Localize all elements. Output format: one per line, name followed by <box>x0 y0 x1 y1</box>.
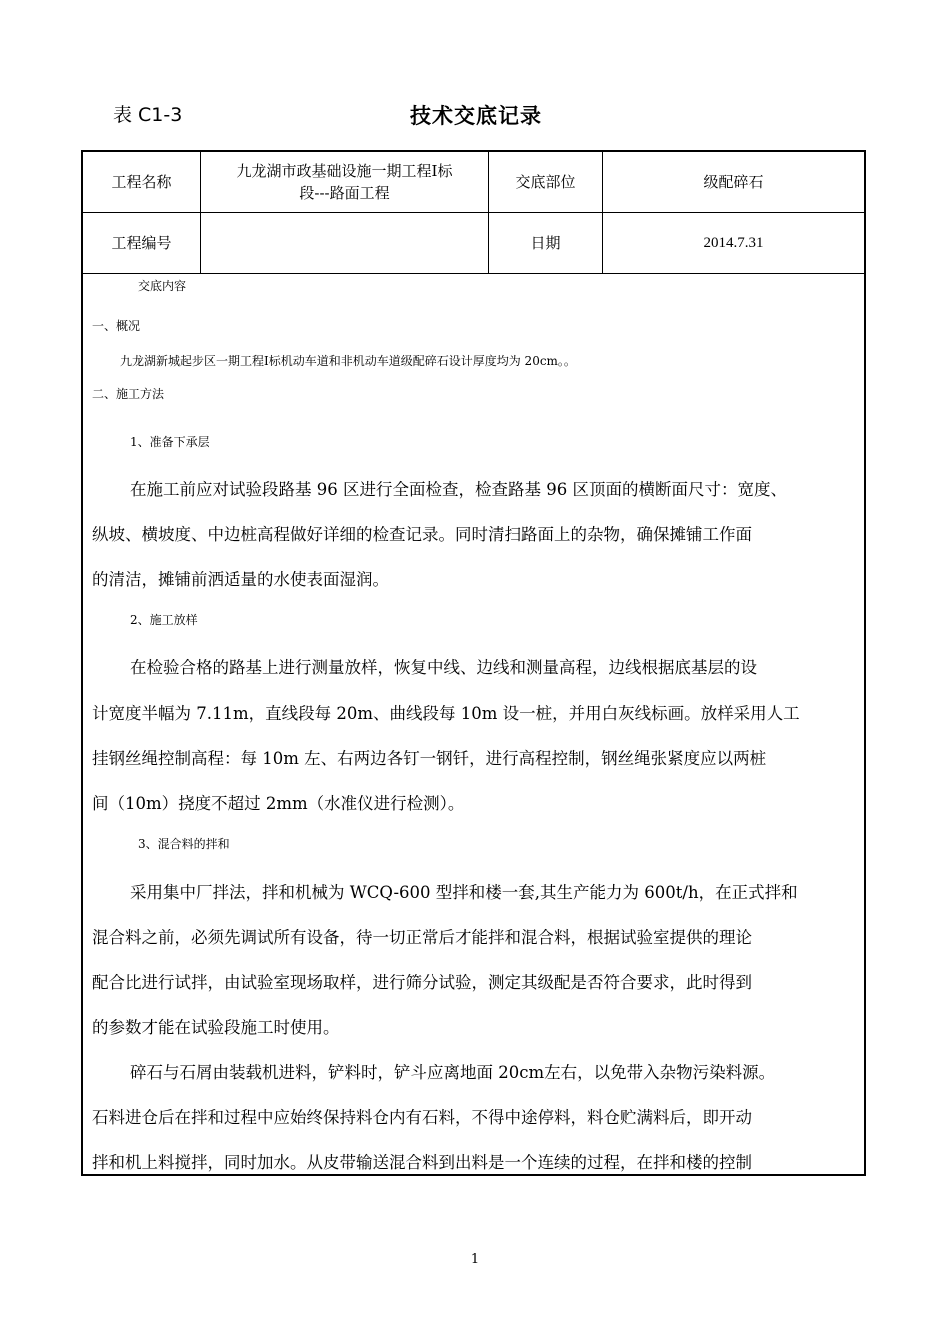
subsection-2-line: 计宽度半幅为 7.11m，直线段每 20m、曲线段每 10m 设一桩，并用白灰线标画。放样采用人工 <box>92 704 800 723</box>
project-no-label: 工程编号 <box>111 234 172 252</box>
record-table <box>81 150 866 1176</box>
subsection-3b-line: 石料进仓后在拌和过程中应始终保持料仓内有石料，不得中途停料，料仓贮满料后，即开动 <box>92 1108 752 1127</box>
subsection-2-line: 间（10m）挠度不超过 2mm（水准仪进行检测）。 <box>92 794 465 813</box>
date-label: 日期 <box>530 234 561 252</box>
section-overview-text: 九龙湖新城起步区一期工程Ⅰ标机动车道和非机动车道级配碎石设计厚度均为 20cm。。 <box>120 354 576 368</box>
section-overview-title: 一、概况 <box>92 319 141 333</box>
section-method-title: 二、施工方法 <box>92 387 165 401</box>
project-name-line1: 九龙湖市政基础设施一期工程Ⅰ标 <box>236 162 453 180</box>
subsection-2-line: 在检验合格的路基上进行测量放样，恢复中线、边线和测量高程，边线根据底基层的设 <box>130 658 757 677</box>
subsection-1-line: 纵坡、横坡度、中边桩高程做好详细的检查记录。同时清扫路面上的杂物，确保摊铺工作面 <box>92 525 752 544</box>
form-code: 表 C1-3 <box>113 104 183 126</box>
subsection-2-title: 2、施工放样 <box>130 613 198 627</box>
row-divider <box>83 273 864 274</box>
project-name-line2: 段---路面工程 <box>299 184 390 202</box>
subsection-2-line: 挂钢丝绳控制高程：每 10m 左、右两边各钉一钢钎，进行高程控制，钢丝绳张紧度应以两桩 <box>92 749 767 768</box>
subsection-3-line: 混合料之前，必须先调试所有设备，待一切正常后才能拌和混合料，根据试验室提供的理论 <box>92 928 752 947</box>
subsection-3-line: 配合比进行试拌，由试验室现场取样，进行筛分试验，测定其级配是否符合要求，此时得到 <box>92 973 752 992</box>
subsection-3-line: 采用集中厂拌法，拌和机械为 WCQ-600 型拌和楼一套,其生产能力为 600t/h，在正式拌和 <box>130 883 798 902</box>
subsection-1-line: 的清洁，摊铺前洒适量的水使表面湿润。 <box>92 570 389 589</box>
subsection-3b-line: 碎石与石屑由装载机进料，铲料时，铲斗应离地面 20cm左右，以免带入杂物污染料源。 <box>130 1063 776 1082</box>
section-value: 级配碎石 <box>703 173 764 191</box>
page-number: 1 <box>470 1252 480 1267</box>
subsection-1-line: 在施工前应对试验段路基 96 区进行全面检查，检查路基 96 区顶面的横断面尺寸：宽度、 <box>130 480 787 499</box>
content-heading: 交底内容 <box>138 279 187 293</box>
subsection-3-title: 3、混合料的拌和 <box>138 837 230 851</box>
document-title: 技术交底记录 <box>410 104 542 128</box>
project-no-value <box>201 213 488 273</box>
project-name-label: 工程名称 <box>111 173 172 191</box>
subsection-3-line: 的参数才能在试验段施工时使用。 <box>92 1018 340 1037</box>
subsection-1-title: 1、准备下承层 <box>130 435 210 449</box>
project-name-value <box>201 152 488 212</box>
section-label: 交底部位 <box>515 173 576 191</box>
date-value: 2014.7.31 <box>703 235 764 251</box>
subsection-3b-line: 拌和机上料搅拌，同时加水。从皮带输送混合料到出料是一个连续的过程，在拌和楼的控制 <box>92 1153 752 1172</box>
